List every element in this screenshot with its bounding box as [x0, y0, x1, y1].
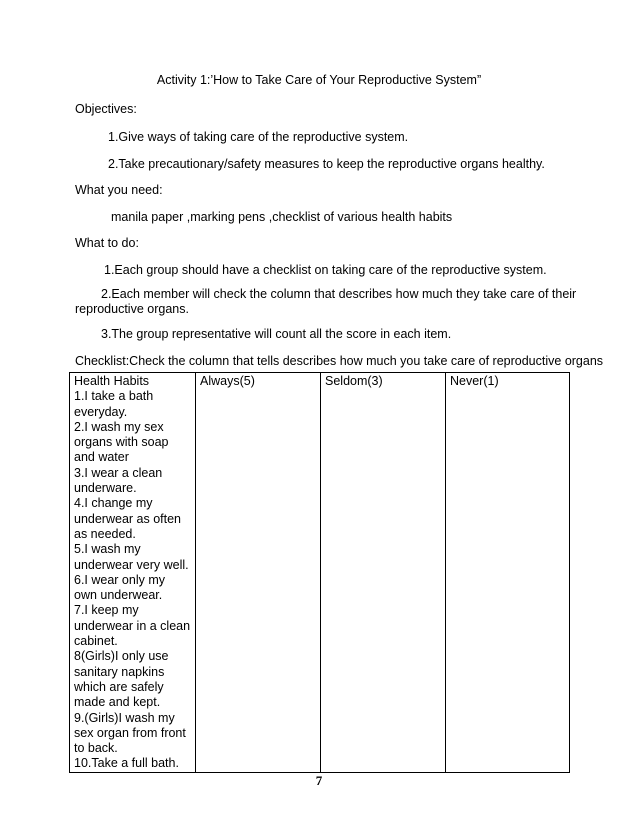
habit-item: 3.I wear a clean underware.: [74, 465, 163, 496]
objective-item: 1.Give ways of taking care of the reproductive system.: [108, 130, 409, 144]
habit-item: 2.I wash my sex organs with soap and water: [74, 419, 169, 465]
procedure-step: 2.Each member will check the column that describes how much they take care of their: [101, 287, 577, 301]
objective-item: 2.Take precautionary/safety measures to keep the reproductive organs healthy.: [108, 157, 545, 171]
procedure-step: 1.Each group should have a checklist on taking care of the reproductive system.: [104, 263, 547, 277]
checklist-intro: Checklist:Check the column that tells describes how much you take care of reproductive organs: [75, 354, 604, 368]
procedure-step-continued: reproductive organs.: [75, 302, 189, 316]
habit-item: 8(Girls)I only use sanitary napkins which are safely made and kept.: [74, 649, 169, 710]
health-habits-column: [70, 373, 196, 773]
habit-item: 5.I wash my underwear very well.: [74, 542, 189, 572]
habit-item: 4.I change my underwear as often as needed.: [74, 496, 182, 541]
habit-item: 9.(Girls)I wash my sex organ from front to back.: [74, 710, 186, 756]
column-header-never: Never(1): [450, 374, 499, 388]
column-header-always: Always(5): [200, 374, 255, 388]
materials-heading: What you need:: [75, 183, 163, 197]
always-column: [196, 373, 321, 773]
procedure-heading: What to do:: [75, 236, 139, 250]
objectives-heading: Objectives:: [75, 102, 137, 116]
column-header-seldom: Seldom(3): [325, 374, 383, 388]
habit-item: 10.Take a full bath.: [74, 756, 179, 771]
never-column: [446, 373, 570, 773]
seldom-column: [321, 373, 446, 773]
procedure-step: 3.The group representative will count all the score in each item.: [101, 327, 452, 341]
habit-item: 1.I take a bath everyday.: [74, 389, 154, 419]
habit-item: 6.I wear only my own underwear.: [74, 572, 166, 603]
materials-text: manila paper ,marking pens ,checklist of various health habits: [111, 210, 453, 224]
column-header-health-habits: Health Habits: [74, 374, 150, 388]
activity-title: Activity 1:’How to Take Care of Your Reproductive System”: [156, 73, 482, 87]
checklist-table: [69, 372, 570, 773]
table-row: [70, 373, 570, 773]
habit-item: 7.I keep my underwear in a clean cabinet.: [74, 603, 191, 649]
page-number: 7: [315, 773, 323, 788]
